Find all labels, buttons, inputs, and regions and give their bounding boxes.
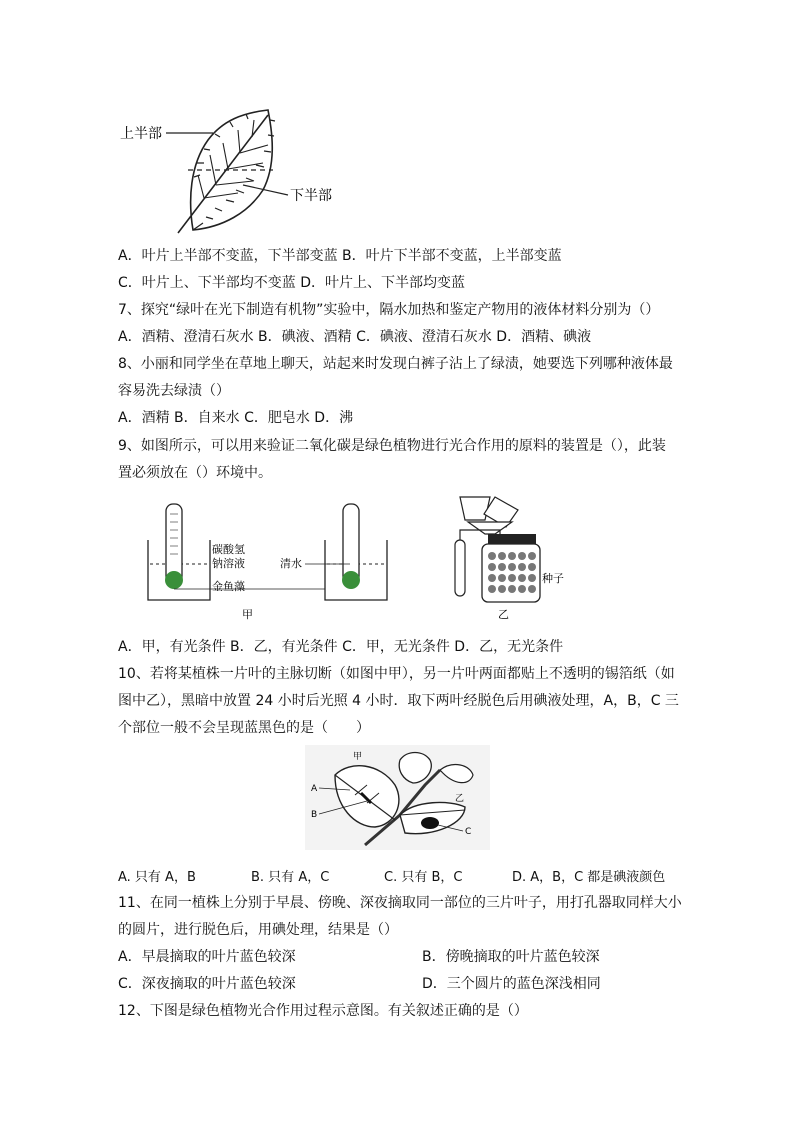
q11-option-b: B．傍晚摘取的叶片蓝色较深 (422, 949, 600, 965)
q9-options: A．甲，有光条件 B．乙，有光条件 C．甲，无光条件 D．乙，无光条件 (118, 639, 564, 655)
q8-stem-line1: 8、小丽和同学坐在草地上聊天，站起来时发现白裤子沾上了绿渍，她要选下列哪种液体最 (118, 356, 673, 372)
q11-option-a: A．早晨摘取的叶片蓝色较深 (118, 949, 296, 965)
twig-label-b: B (311, 810, 318, 820)
water-label: 清水 (280, 557, 302, 570)
q10-option-a: A. 只有 A，B (118, 870, 196, 885)
q11-stem-line2: 的圆片，进行脱色后，用碘处理，结果是（） (118, 922, 398, 938)
q9-stem-line2: 置必须放在（）环境中。 (118, 465, 272, 481)
q10-option-d: D. A，B，C 都是碘液颜色 (512, 870, 666, 885)
twig-diagram (305, 745, 490, 850)
caption-yi: 乙 (498, 608, 509, 621)
leaf-figure (118, 105, 338, 235)
q7-stem: 7、探究“绿叶在光下制造有机物”实验中，隔水加热和鉴定产物用的液体材料分别为（） (118, 302, 660, 318)
twig-figure (305, 745, 490, 850)
twig-label-yi: 乙 (455, 794, 465, 804)
lower-half-label: 下半部 (290, 188, 332, 204)
q6-options-line2: C．叶片上、下半部均不变蓝 D．叶片上、下半部均变蓝 (118, 275, 466, 291)
twig-label-jia: 甲 (353, 752, 363, 762)
q9-stem-line1: 9、如图所示，可以用来验证二氧化碳是绿色植物进行光合作用的原料的装置是（），此装 (118, 438, 666, 454)
q8-options: A．酒精 B．自来水 C．肥皂水 D．沸 (118, 410, 354, 426)
caption-jia: 甲 (242, 608, 253, 621)
solution-label-2: 钠溶液 (212, 557, 245, 570)
plant-label: 金鱼藻 (212, 580, 245, 593)
q6-options-line1: A．叶片上半部不变蓝，下半部变蓝 B．叶片下半部不变蓝，上半部变蓝 (118, 248, 562, 264)
q11-option-c: C．深夜摘取的叶片蓝色较深 (118, 976, 296, 992)
q8-stem-line2: 容易洗去绿渍（） (118, 383, 230, 399)
solution-label-1: 碳酸氢 (212, 543, 245, 556)
q10-stem-line3: 个部位一般不会呈现蓝黑色的是（ ） (118, 720, 370, 736)
leaf-diagram (118, 105, 338, 235)
apparatus-diagram (140, 492, 580, 627)
q10-stem-line2: 图中乙），黑暗中放置 24 小时后光照 4 小时．取下两叶经脱色后用碘液处理，A，B，C 三 (118, 693, 679, 709)
twig-label-c: C (465, 827, 472, 837)
q10-stem-line1: 10、若将某植株一片叶的主脉切断（如图中甲），另一片叶两面都贴上不透明的锡箔纸（如 (118, 666, 675, 682)
seeds-label: 种子 (542, 572, 564, 585)
twig-label-a: A (311, 784, 318, 794)
upper-half-label: 上半部 (120, 126, 162, 142)
apparatus-figure (140, 492, 580, 627)
q11-stem-line1: 11、在同一植株上分别于早晨、傍晚、深夜摘取同一部位的三片叶子，用打孔器取同样大小 (118, 895, 682, 911)
q7-options: A．酒精、澄清石灰水 B．碘液、酒精 C．碘液、澄清石灰水 D．酒精、碘液 (118, 329, 592, 345)
q12-stem: 12、下图是绿色植物光合作用过程示意图。有关叙述正确的是（） (118, 1003, 528, 1019)
q10-option-c: C. 只有 B，C (384, 870, 463, 885)
q11-option-d: D．三个圆片的蓝色深浅相同 (422, 976, 601, 992)
q10-option-b: B. 只有 A，C (251, 870, 330, 885)
